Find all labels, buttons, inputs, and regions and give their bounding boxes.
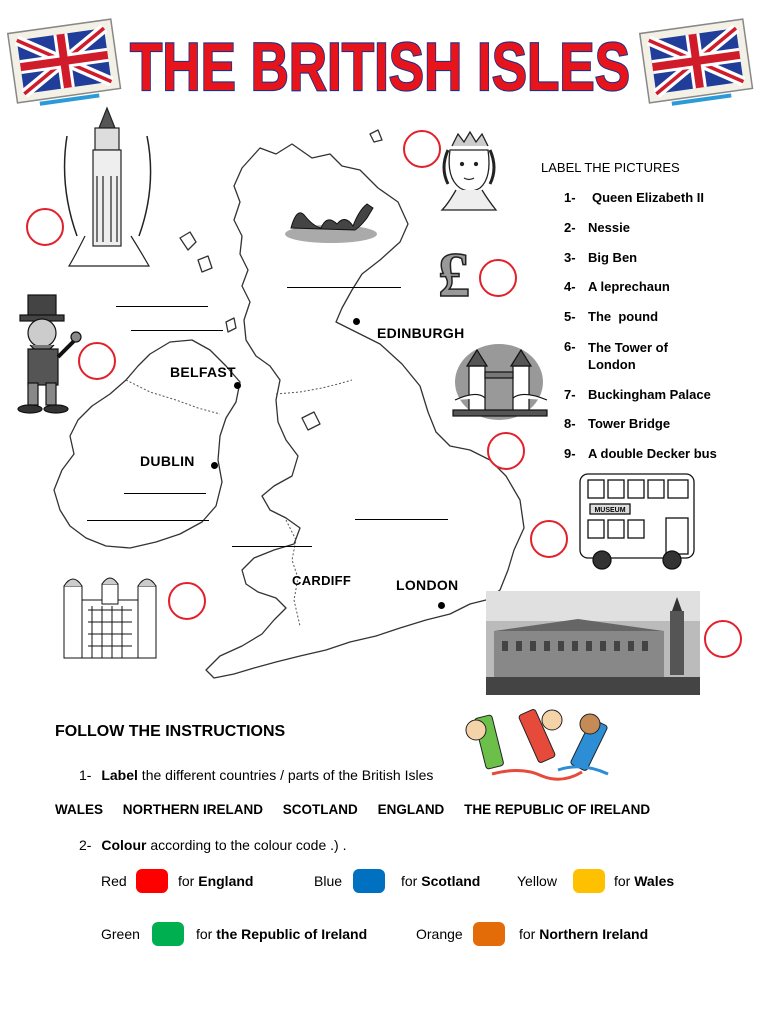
label-line[interactable]: [232, 546, 312, 547]
colour-code-red-label: Red: [101, 873, 127, 889]
colour-code-red-country: for England: [178, 873, 254, 889]
double-decker-bus-picture: [576, 470, 700, 572]
colour-code-green-label: Green: [101, 926, 140, 942]
belfast-dot: [234, 382, 241, 389]
country-name: WALES: [55, 802, 104, 817]
dublin-dot: [211, 462, 218, 469]
colour-code-orange-country: for Northern Ireland: [519, 926, 649, 942]
colour-code-green-country: for the Republic of Ireland: [196, 926, 368, 942]
bus-sign: MUSEUM: [594, 507, 626, 514]
green-swatch: [152, 922, 184, 946]
answer-circle-leprechaun[interactable]: [78, 342, 116, 380]
step-number: 1-: [79, 767, 92, 783]
colour-code-blue-label: Blue: [314, 873, 343, 889]
colour-code-yellow-country: for Wales: [614, 873, 675, 889]
red-swatch: [136, 869, 168, 893]
colour-code-orange-label: Orange: [416, 926, 463, 942]
colour-code-blue-country: for Scotland: [401, 873, 481, 889]
edinburgh-dot: [353, 318, 360, 325]
answer-circle-big-ben[interactable]: [26, 208, 64, 246]
label-line[interactable]: [131, 330, 223, 331]
city-label-cardiff: CARDIFF: [292, 573, 352, 588]
leprechaun-picture: [14, 293, 84, 415]
big-ben-picture: [55, 106, 160, 271]
label-line[interactable]: [124, 493, 206, 494]
answer-circle-tower-of-london[interactable]: [168, 582, 206, 620]
answer-circle-queen[interactable]: [403, 130, 441, 168]
left-flag-picture: [4, 14, 124, 106]
answer-circle-bus[interactable]: [530, 520, 568, 558]
blue-swatch: [353, 869, 385, 893]
right-flag-picture: [636, 14, 756, 106]
city-label-dublin: DUBLIN: [140, 453, 195, 469]
label-line[interactable]: [116, 306, 208, 307]
pound-picture: [432, 239, 482, 310]
label-line[interactable]: [287, 287, 401, 288]
svg-text:£: £: [438, 239, 470, 310]
step-verb: Colour: [101, 837, 147, 853]
city-label-london: LONDON: [396, 577, 459, 593]
yellow-swatch: [573, 869, 605, 893]
page-title: [120, 18, 640, 108]
instruction-step-2: [79, 837, 346, 853]
step-text: according to the colour code .) .: [146, 837, 347, 853]
country-list: [55, 802, 650, 817]
step-verb: Label: [101, 767, 138, 783]
colour-code-yellow-label: Yellow: [517, 873, 557, 889]
london-dot: [438, 602, 445, 609]
country-name: THE REPUBLIC OF IRELAND: [464, 802, 651, 817]
label-line[interactable]: [355, 519, 448, 520]
answer-circle-pound[interactable]: [479, 259, 517, 297]
buckingham-palace-picture: [486, 591, 700, 695]
city-label-belfast: BELFAST: [170, 364, 236, 380]
nessie-picture: [283, 196, 379, 244]
instruction-step-1: [79, 767, 433, 783]
tower-bridge-picture: [453, 340, 549, 422]
city-label-edinburgh: EDINBURGH: [377, 325, 465, 341]
queen-picture: [438, 128, 500, 212]
country-name: ENGLAND: [377, 802, 445, 817]
answer-circle-tower-bridge[interactable]: [487, 432, 525, 470]
step-text: the different countries / parts of the British Isles: [137, 767, 434, 783]
orange-swatch: [473, 922, 505, 946]
crayons-picture: [462, 700, 634, 786]
step-number: 2-: [79, 837, 92, 853]
page-title-text: THE BRITISH ISLES: [130, 29, 630, 105]
instructions-heading: FOLLOW THE INSTRUCTIONS: [55, 723, 286, 740]
answer-circle-palace[interactable]: [704, 620, 742, 658]
label-line[interactable]: [87, 520, 209, 521]
label-pictures-heading: LABEL THE PICTURES: [541, 160, 680, 175]
tower-of-london-picture: [58, 570, 162, 666]
country-name: SCOTLAND: [282, 802, 358, 817]
country-name: NORTHERN IRELAND: [122, 802, 264, 817]
